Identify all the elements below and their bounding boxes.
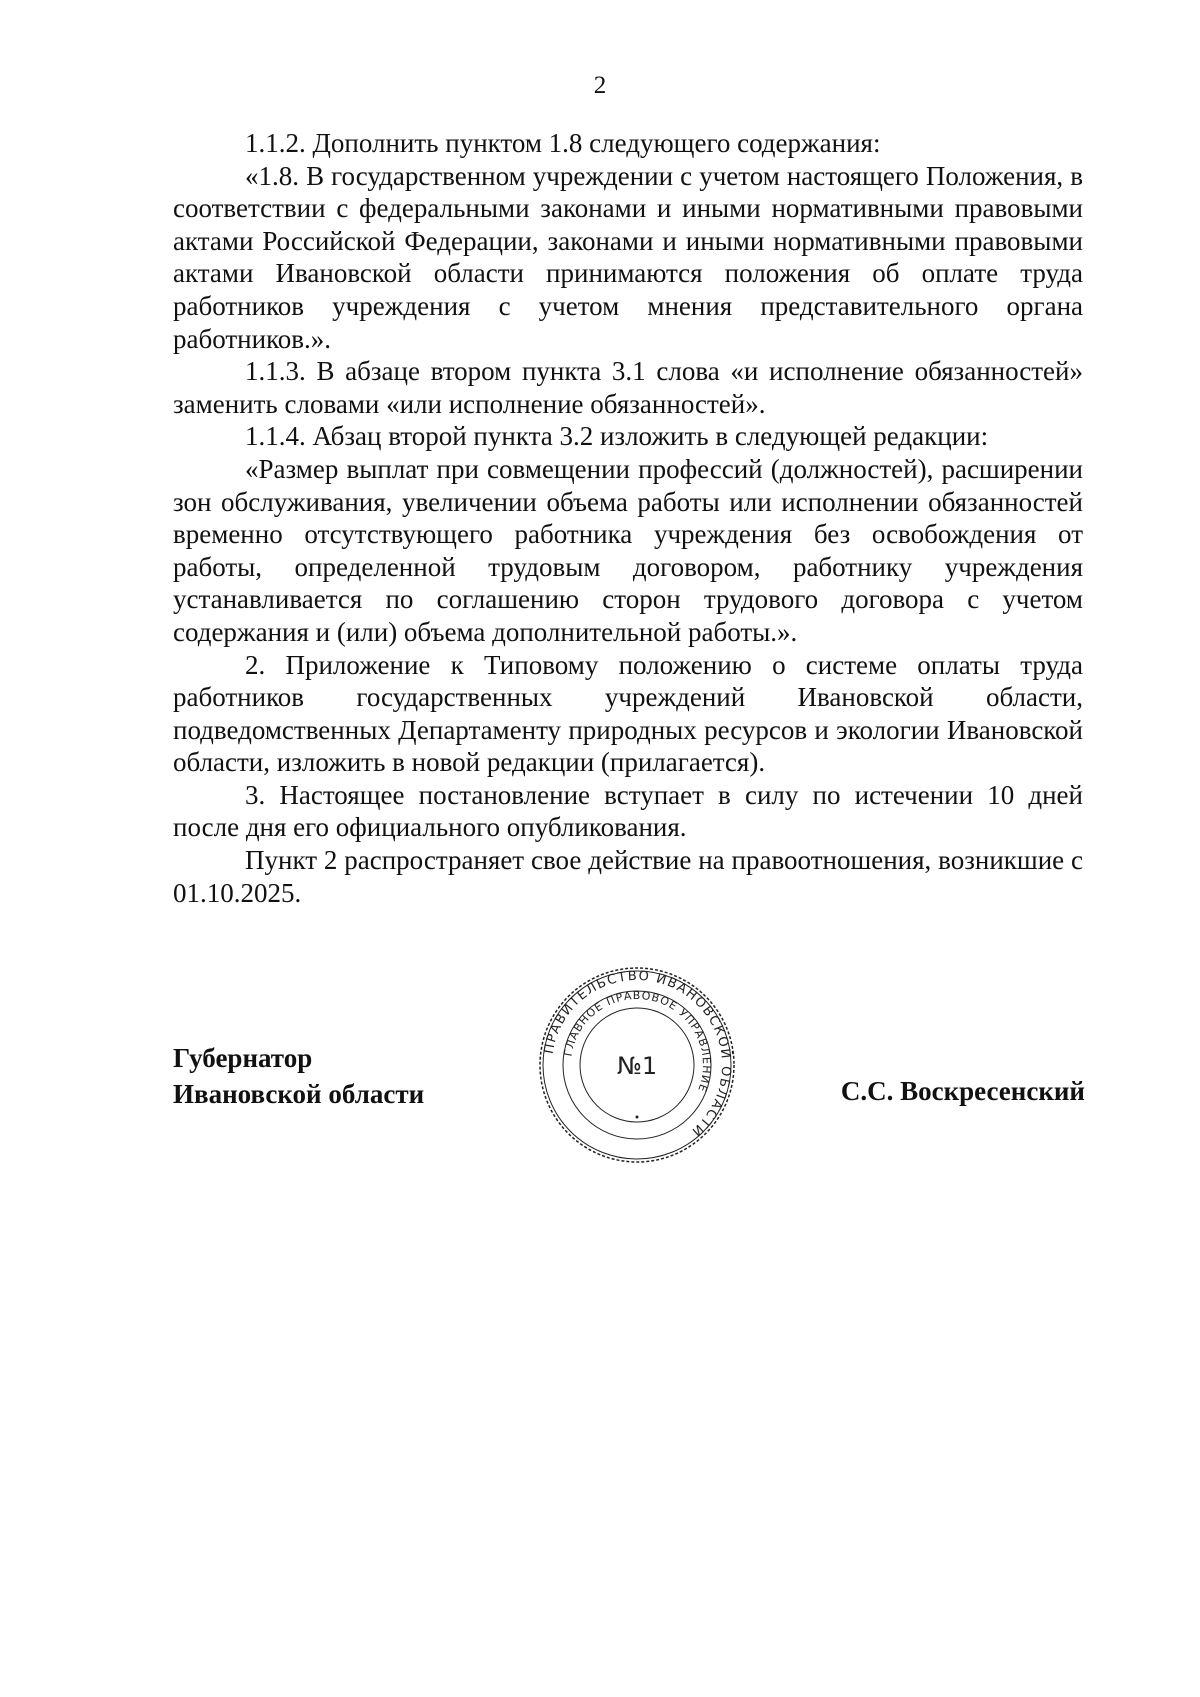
seal-number: №1: [616, 1052, 658, 1080]
document-body: [173, 127, 1083, 909]
seal-stamp-graphic: [537, 965, 737, 1165]
paragraph-point-2-effect: Пункт 2 распространяет свое действие на правоотношения, возникшие с 01.10.2025.: [173, 845, 1083, 908]
official-seal: [537, 965, 737, 1165]
paragraph-3: 3. Настоящее постановление вступает в силу по истечении 10 дней после дня его официального опубликования.: [173, 779, 1083, 843]
paragraph-1-1-2: 1.1.2. Дополнить пунктом 1.8 следующего содержания:: [245, 128, 881, 158]
paragraph-1-1-3: 1.1.3. В абзаце втором пункта 3.1 слова «и исполнение обязанностей» заменить словами «или исполнение обязанностей».: [173, 356, 1083, 419]
paragraph-1-1-4: 1.1.4. Абзац второй пункта 3.2 изложить в следующей редакции:: [245, 421, 989, 452]
paragraph-payment-quote: «Размер выплат при совмещении профессий (должностей), расширении зон обслуживания, увеличении объема работы или исполнении обязанностей временно отсутствующего работника учреждения без освобождения от работы, определенной трудовым договором, работнику учреждения устанавливается по соглашению сторон трудового договора с учетом содержания и (или) объема дополнительной работы.».: [173, 453, 1083, 647]
paragraph-1-8-quote: «1.8. В государственном учреждении с учетом настоящего Положения, в соответствии с федеральными законами и иными нормативными правовыми актами Российской Федерации, законами и иными нормативными правовыми актами Ивановской области принимаются положения об оплате труда работников учреждения с учетом мнения представительного органа работников.».: [173, 160, 1083, 354]
signatory-title: Губернатор: [173, 1043, 313, 1073]
signatory-position: [173, 1040, 424, 1112]
signatory-region: Ивановской области: [173, 1079, 425, 1109]
paragraph-2: 2. Приложение к Типовому положению о системе оплаты труда работников государственных учреждений Ивановской области, подведомственных Департаменту природных ресурсов и экологии Ивановской области, изложить в новой редакции (прилагается).: [173, 649, 1083, 778]
page-number: 2: [593, 72, 607, 99]
signatory-name: С.С. Воскресенский: [840, 1076, 1085, 1106]
seal-inner-text: ГЛАВНОЕ ПРАВОВОЕ УПРАВЛЕНИЕ: [561, 988, 714, 1095]
seal-outer-text: ПРАВИТЕЛЬСТВО ИВАНОВСКОЙ ОБЛАСТИ: [541, 968, 734, 1140]
